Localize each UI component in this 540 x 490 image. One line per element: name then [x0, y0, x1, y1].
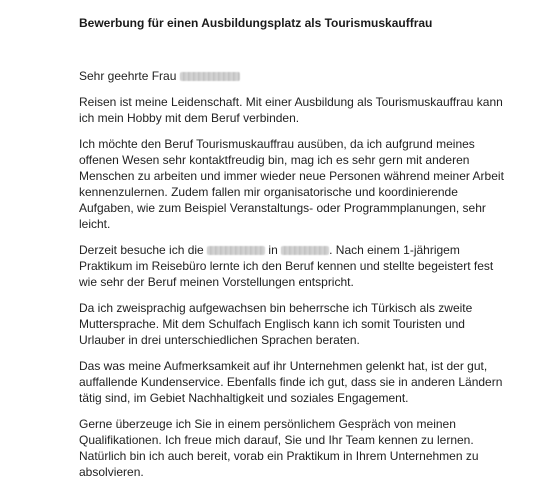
paragraph-5: Das was meine Aufmerksamkeit auf ihr Unternehmen gelenkt hat, ist der gut, auffallende Kundenservice. Ebenfalls finde ich gut, dass sie in anderen Ländern tätig sind, im Gebiet Nachhaltigkeit und soziales Engagement.	[79, 359, 503, 405]
redacted-name	[180, 72, 240, 81]
paragraph-3-start: Derzeit besuche ich die	[79, 243, 204, 257]
salutation-text: Sehr geehrte Frau	[79, 69, 177, 83]
paragraph-2: Ich möchte den Beruf Tourismuskauffrau ausüben, da ich aufgrund meines offenen Wesen sehr kontaktfreudig bin, mag ich es sehr gern mit anderen Menschen zu arbeiten und immer wieder neue Personen während meiner Arbeit kennenzulernen. Zudem fallen mir organisatorische und koordinierende Aufgaben, wie zum Beispiel Veranstaltungs- oder Programmplanungen, sehr leicht.	[79, 137, 504, 231]
paragraph-3-in: in	[268, 243, 278, 257]
redacted-school	[207, 246, 265, 255]
paragraph-6: Gerne überzeuge ich Sie in einem persönlichem Gespräch von meinen Qualifikationen. Ich freue mich darauf, Sie und Ihr Team kennen zu lernen. Natürlich bin ich auch bereit, vorab ein Praktikum in Ihrem Unternehmen zu absolvieren.	[79, 417, 479, 479]
paragraph-1: Reisen ist meine Leidenschaft. Mit einer Ausbildung als Tourismuskauffrau kann ich mein Hobby mit dem Beruf verbinden.	[79, 95, 503, 125]
paragraph-3-end: . Nach einem 1-jährigem Praktikum im Reisebüro lernte ich den Beruf kennen und stellte begeistert fest wie sehr der Beruf meinen Vorstellungen entspricht.	[79, 243, 494, 289]
redacted-city	[281, 246, 329, 255]
letter-body	[79, 68, 509, 490]
salutation	[79, 68, 509, 84]
letter-subject: Bewerbung für einen Ausbildungsplatz als Tourismuskauffrau	[79, 16, 433, 30]
paragraph-4: Da ich zweisprachig aufgewachsen bin beherrsche ich Türkisch als zweite Muttersprache. Mit dem Schulfach Englisch kann ich somit Touristen und Urlauber in drei unterschiedlichen Sprachen beraten.	[79, 301, 473, 347]
paragraph-3	[79, 242, 509, 290]
